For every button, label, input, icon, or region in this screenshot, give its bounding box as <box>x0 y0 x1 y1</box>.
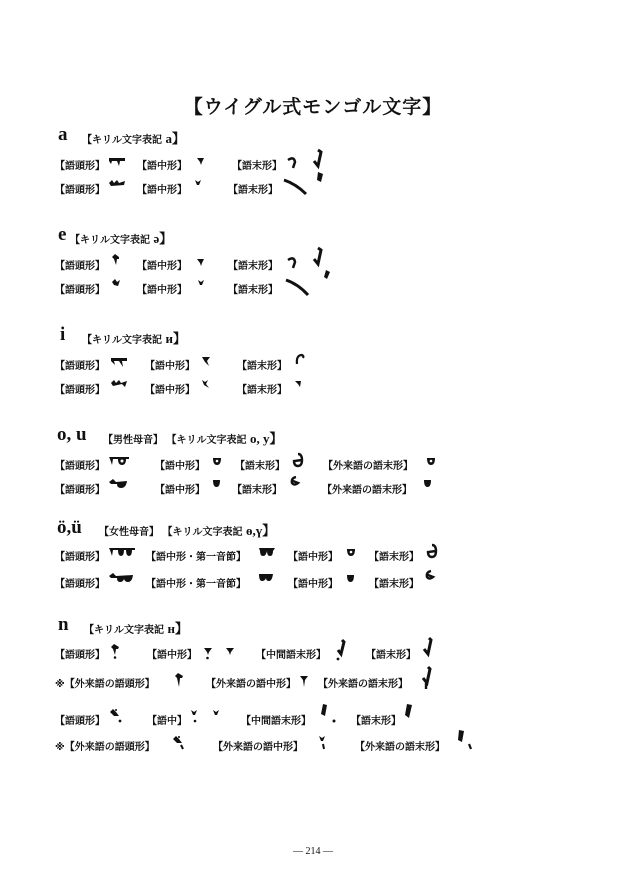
a-row1-initial-label: 【語頭形】 <box>55 161 105 172</box>
section-ou-note <box>103 428 282 447</box>
a-row1-final-label: 【語末形】 <box>232 161 282 172</box>
ou-final-glyph <box>292 452 304 468</box>
section-e-cyrillic-note <box>70 228 172 247</box>
n-row4-loan-final-label: 【外来語の語末形】 <box>355 742 445 753</box>
ou-row2-final-label: 【語末形】 <box>232 485 282 496</box>
a-medial-variant-glyph <box>194 179 202 187</box>
n-final-variant-glyph <box>402 702 414 722</box>
e-initial-glyph <box>111 253 121 267</box>
i-row1-initial-label: 【語頭形】 <box>55 361 105 372</box>
a-row2-initial-label: 【語頭形】 <box>55 185 105 196</box>
ouu-row1-medial-first-label: 【語中形・第一音節】 <box>146 552 246 563</box>
n-medial-glyph <box>203 646 213 660</box>
cyrillic-label: 【キリル文字表記 <box>162 527 243 538</box>
cyrillic-label: 【キリル文字表記 <box>84 625 164 636</box>
n-final-glyph <box>421 636 433 658</box>
cyrillic-label: 【キリル文字表記 <box>82 135 162 146</box>
ouu-medial-first-glyph <box>258 546 276 558</box>
gender-label: 【女性母音】 <box>99 527 159 538</box>
a-medial-glyph <box>196 156 205 166</box>
e-row1-initial-label: 【語頭形】 <box>55 261 105 272</box>
ouu-initial-variant-glyph <box>108 572 134 584</box>
n-loan-final-variant-glyph <box>456 728 476 752</box>
ouu-medial-glyph <box>346 547 356 557</box>
ou-loan-final-variant-glyph <box>423 479 432 489</box>
gender-label: 【男性母音】 <box>103 435 163 446</box>
cyrillic-value: a】 <box>165 131 185 146</box>
n-mid-final-variant-glyph <box>319 702 341 726</box>
ouu-row1-initial-label: 【語頭形】 <box>55 552 105 563</box>
n-row3-final-label: 【語末形】 <box>351 716 401 727</box>
ouu-row2-initial-label: 【語頭形】 <box>55 579 105 590</box>
ou-row1-initial-label: 【語頭形】 <box>55 461 105 472</box>
n-row1-initial-label: 【語頭形】 <box>55 650 105 661</box>
n-row1-mid-final-label: 【中間語末形】 <box>256 650 326 661</box>
i-row1-medial-label: 【語中形】 <box>145 361 195 372</box>
n-medial-variant-glyph <box>190 709 200 725</box>
ou-initial-variant-glyph <box>108 478 128 490</box>
ouu-row1-final-label: 【語末形】 <box>369 552 419 563</box>
section-n-letter: n <box>58 614 69 635</box>
i-final-glyph <box>294 352 306 366</box>
n-row2-loan-final-label: 【外来語の語末形】 <box>318 679 408 690</box>
section-a-cyrillic-note <box>82 128 185 147</box>
ouu-final-glyph <box>426 543 438 559</box>
cyrillic-label: 【キリル文字表記 <box>70 235 150 246</box>
cyrillic-value: ə】 <box>153 231 173 246</box>
cyrillic-label: 【キリル文字表記 <box>166 435 247 446</box>
a-row2-final-label: 【語末形】 <box>228 185 278 196</box>
section-ou-letter: o, u <box>57 424 87 445</box>
section-ouu-note <box>99 520 275 539</box>
n-row2-loan-initial-label: ※【外来語の語頭形】 <box>55 679 155 690</box>
section-a-letter: a <box>58 124 68 145</box>
ouu-initial-glyph <box>108 545 136 559</box>
n-row4-loan-medial-label: 【外来語の語中形】 <box>213 742 303 753</box>
a-initial-glyph <box>108 154 126 168</box>
n-loan-final-glyph <box>420 665 432 691</box>
e-row2-initial-label: 【語頭形】 <box>55 285 105 296</box>
ou-row2-medial-label: 【語中形】 <box>155 485 205 496</box>
n-row2-loan-medial-label: 【外来語の語中形】 <box>206 679 296 690</box>
cyrillic-value: o, y】 <box>249 431 283 446</box>
n-row3-mid-final-label: 【中間語末形】 <box>241 716 311 727</box>
n-mid-final-glyph <box>334 638 346 662</box>
n-row1-final-label: 【語末形】 <box>366 650 416 661</box>
ou-row1-loan-final-label: 【外来語の語末形】 <box>323 461 413 472</box>
a-row2-medial-label: 【語中形】 <box>137 185 187 196</box>
n-row4-loan-initial-label: ※【外来語の語頭形】 <box>55 742 155 753</box>
n-row3-medial-label: 【語中】 <box>147 716 187 727</box>
ou-row1-medial-label: 【語中形】 <box>155 461 205 472</box>
cyrillic-value: и】 <box>165 331 186 346</box>
n-loan-initial-glyph <box>174 672 186 690</box>
n-medial-variant-alt-glyph <box>212 709 220 717</box>
ou-row2-initial-label: 【語頭形】 <box>55 485 105 496</box>
ou-row2-loan-final-label: 【外来語の語末形】 <box>322 485 412 496</box>
ouu-medial-first-variant-glyph <box>258 573 274 583</box>
n-row1-medial-label: 【語中形】 <box>147 650 197 661</box>
e-row1-final-label: 【語末形】 <box>228 261 278 272</box>
n-initial-variant-glyph <box>109 707 123 725</box>
page-number: ― 214 ― <box>293 846 333 857</box>
ou-initial-glyph <box>108 454 130 468</box>
i-medial-variant-glyph <box>201 379 210 389</box>
ouu-row2-final-label: 【語末形】 <box>369 579 419 590</box>
i-row2-final-label: 【語末形】 <box>237 385 287 396</box>
e-row2-medial-label: 【語中形】 <box>137 285 187 296</box>
e-initial-variant-glyph <box>111 278 121 288</box>
i-final-variant-glyph <box>294 379 303 389</box>
e-row1-medial-label: 【語中形】 <box>137 261 187 272</box>
section-ouu-letter: ö,ü <box>57 517 82 538</box>
i-medial-glyph <box>201 355 211 367</box>
ou-loan-final-glyph <box>426 456 436 466</box>
e-final-variant-glyph <box>284 278 310 298</box>
i-initial-glyph <box>110 354 128 368</box>
section-n-cyrillic-note <box>84 618 188 637</box>
a-initial-variant-glyph <box>108 178 126 190</box>
n-loan-initial-variant-glyph <box>172 734 186 750</box>
ou-row1-final-label: 【語末形】 <box>235 461 285 472</box>
n-row3-initial-label: 【語頭形】 <box>55 716 105 727</box>
cyrillic-label: 【キリル文字表記 <box>82 335 162 346</box>
e-row2-final-label: 【語末形】 <box>228 285 278 296</box>
n-loan-medial-glyph <box>299 674 309 688</box>
ouu-row2-medial-first-label: 【語中形・第一音節】 <box>146 579 246 590</box>
n-loan-medial-variant-glyph <box>318 735 328 751</box>
i-initial-variant-glyph <box>110 378 128 390</box>
section-i-cyrillic-note <box>82 328 186 347</box>
ouu-row2-medial-label: 【語中形】 <box>288 579 338 590</box>
e-medial-variant-glyph <box>197 279 205 287</box>
ou-medial-glyph <box>212 456 222 466</box>
ouu-row1-medial-label: 【語中形】 <box>288 552 338 563</box>
ouu-medial-variant-glyph <box>346 574 355 584</box>
cyrillic-value: н】 <box>167 621 188 636</box>
section-i-letter: i <box>60 324 66 345</box>
e-medial-glyph <box>196 257 205 267</box>
i-row1-final-label: 【語末形】 <box>237 361 287 372</box>
page-title: 【ウイグル式モンゴル文字】 <box>183 96 443 118</box>
section-e-letter: e <box>58 224 67 245</box>
i-row2-initial-label: 【語頭形】 <box>55 385 105 396</box>
ouu-final-variant-glyph <box>425 569 435 581</box>
ou-final-variant-glyph <box>290 475 300 487</box>
cyrillic-value: ө,ү】 <box>245 523 276 538</box>
n-medial-alt-glyph <box>225 646 235 656</box>
n-initial-glyph <box>110 643 122 659</box>
ou-medial-variant-glyph <box>212 479 221 489</box>
a-final-variant-glyph <box>282 178 308 196</box>
a-row1-medial-label: 【語中形】 <box>137 161 187 172</box>
i-row2-medial-label: 【語中形】 <box>145 385 195 396</box>
